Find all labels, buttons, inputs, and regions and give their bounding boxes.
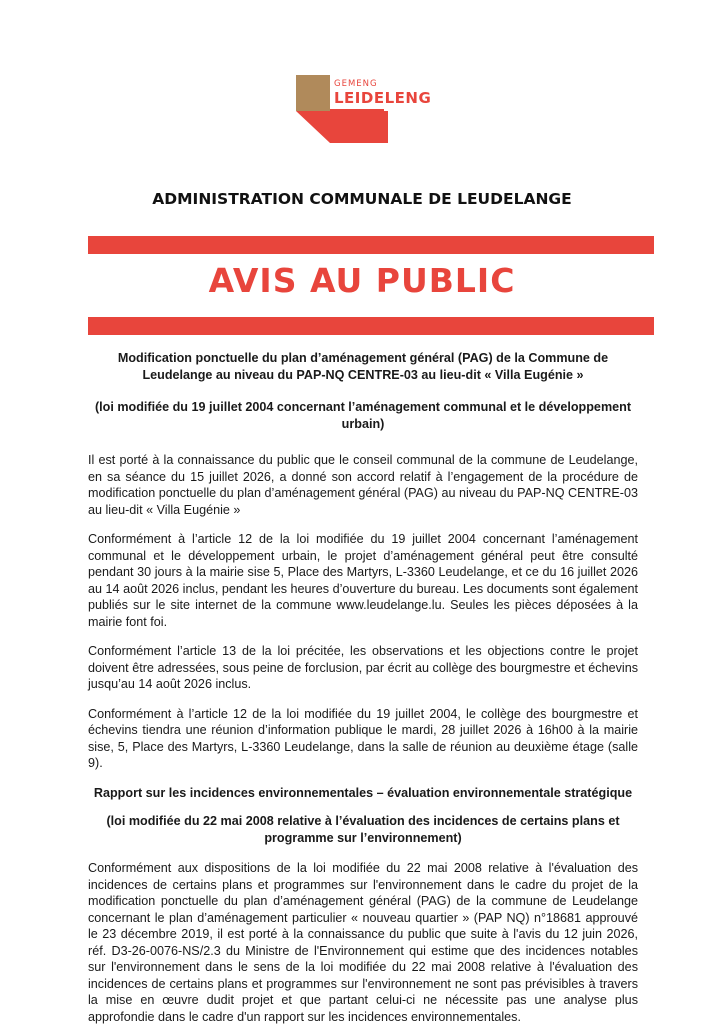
notice-law-reference: (loi modifiée du 19 juillet 2004 concernant l’aménagement communal et le développement urbain) [94, 400, 632, 431]
environment-paragraph: Conformément aux dispositions de la loi modifiée du 22 mai 2008 relative à l'évaluation des incidences de certains plans et programmes sur l'environnement dans le cadre du projet de la modification ponctuelle du plan d’aménagement général (PAG) de la commune de Leudelange concernant le plan d’aménagement particulier « nouveau quartier » (PAP NQ) n°18681 approuvé le 23 décembre 2019, il est porté à la connaissance du public que suite à l'avis du 12 juin 2026, réf. D3-26-0076-NS/2.3 du Ministre de l'Environnement qui estime que des incidences notables sur l'environnement dans le sens de la loi modifiée du 22 mai 2008 relative à l'évaluation des incidences de certains plans et programmes sur l'environnement ne sont pas prévisibles à travers la mise en œuvre dudit projet et que partant celui-ci ne nécessite pas une analyse plus approfondie dans le cadre d'un rapport sur les incidences environnementales. [88, 861, 638, 1024]
paragraph-2: Conformément à l’article 12 de la loi modifiée du 19 juillet 2004 concernant l’aménagement communal et le développement urbain, le projet d’aménagement général peut être consulté pendant 30 jours à la mairie sise 5, Place des Martyrs, L-3360 Leudelange, et ce du 16 juillet 2026 au 14 août 2026 inclus, pendant les heures d’ouverture du bureau. Les documents sont également publiés sur le site internet de la commune www.leudelange.lu. Seules les pièces déposées à la mairie font foi. [88, 532, 638, 629]
environment-heading: Rapport sur les incidences environnementales – évaluation environnementale stratégique [93, 785, 633, 800]
notice-subject: Modification ponctuelle du plan d’aménagement général (PAG) de la Commune de Leudelange au niveau du PAP-NQ CENTRE-03 au lieu-dit « Villa Eugénie » [117, 351, 609, 382]
commune-logo [296, 75, 436, 143]
title-bar-top [88, 236, 654, 254]
page-title: AVIS AU PUBLIC [208, 261, 516, 300]
title-bar-bottom [88, 317, 654, 335]
notice-body [88, 350, 638, 1025]
logo-small-text: GEMENG [334, 79, 378, 89]
paragraph-3: Conformément l’article 13 de la loi précitée, les observations et les objections contre le projet doivent être adressées, sous peine de forclusion, par écrit au collège des bourgmestre et échevins jusqu’au 14 août 2026 inclus. [88, 644, 638, 691]
logo-name: LEIDELENG [334, 89, 432, 107]
paragraph-1: Il est porté à la connaissance du public que le conseil communal de la commune de Leudelange, en sa séance du 15 juillet 2026, a donné son accord relatif à l’engagement de la procédure de modification ponctuelle du plan d’aménagement général (PAG) au niveau du PAP-NQ CENTRE-03 au lieu-dit « Villa Eugénie » [88, 453, 638, 517]
administration-heading: ADMINISTRATION COMMUNALE DE LEUDELANGE [152, 190, 572, 208]
environment-law-reference: (loi modifiée du 22 mai 2008 relative à l’évaluation des incidences de certains plans et programme sur l’environnement) [106, 814, 620, 845]
paragraph-4: Conformément à l’article 12 de la loi modifiée du 19 juillet 2004, le collège des bourgmestre et échevins tiendra une réunion d’information publique le mardi, 28 juillet 2026 à 16h00 à la mairie sise, 5, Place des Martyrs, L-3360 Leudelange, dans la salle de réunion au deuxième étage (salle 9). [88, 706, 638, 770]
